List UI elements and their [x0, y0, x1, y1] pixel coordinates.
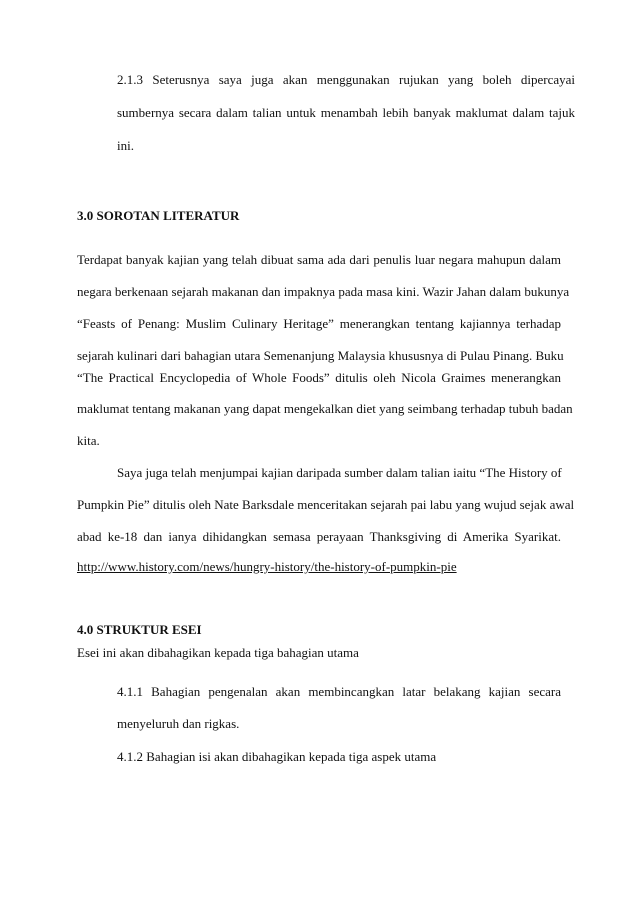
literature-para2-line-2: Pumpkin Pie” ditulis oleh Nate Barksdale menceritakan sejarah pai labu yang wujud sejak awal	[77, 497, 575, 512]
structure-intro: Esei ini akan dibahagikan kepada tiga bahagian utama	[77, 645, 359, 660]
item-411-line-2: menyeluruh dan rigkas.	[117, 716, 240, 731]
literature-para2-line-1: Saya juga telah menjumpai kajian daripada sumber dalam talian iaitu “The History of	[117, 465, 562, 480]
literature-para1-line-3: “Feasts of Penang: Muslim Culinary Heritage” menerangkan tentang kajiannya terhadap	[77, 316, 561, 331]
reference-link-wrapper	[77, 559, 457, 575]
item-412-line: 4.1.2 Bahagian isi akan dibahagikan kepada tiga aspek utama	[117, 749, 437, 764]
section-heading-literature: 3.0 SOROTAN LITERATUR	[77, 208, 240, 223]
section-heading-structure: 4.0 STRUKTUR ESEI	[77, 622, 202, 637]
sec213-line-3: ini.	[117, 138, 134, 153]
sec213-line-2: sumbernya secara dalam talian untuk menambah lebih banyak maklumat dalam tajuk	[117, 105, 575, 120]
literature-para1-line-1: Terdapat banyak kajian yang telah dibuat sama ada dari penulis luar negara mahupun dalam	[77, 252, 561, 267]
literature-para2-line-3: abad ke-18 dan ianya dihidangkan semasa perayaan Thanksgiving di Amerika Syarikat.	[77, 529, 561, 544]
literature-para1-line-2: negara berkenaan sejarah makanan dan impaknya pada masa kini. Wazir Jahan dalam bukunya	[77, 284, 570, 299]
literature-para1-line-6: maklumat tentang makanan yang dapat mengekalkan diet yang seimbang terhadap tubuh badan	[77, 401, 573, 416]
literature-para1-line-4: sejarah kulinari dari bahagian utara Semenanjung Malaysia khususnya di Pulau Pinang. Buku	[77, 348, 564, 363]
item-411-line-1: 4.1.1 Bahagian pengenalan akan membincangkan latar belakang kajian secara	[117, 684, 561, 699]
literature-para1-line-7: kita.	[77, 433, 100, 448]
literature-para1-line-5: “The Practical Encyclopedia of Whole Foods” ditulis oleh Nicola Graimes menerangkan	[77, 370, 561, 385]
pumpkin-pie-history-link[interactable]: http://www.history.com/news/hungry-history/the-history-of-pumpkin-pie	[77, 559, 457, 574]
sec213-line-1: 2.1.3 Seterusnya saya juga akan menggunakan rujukan yang boleh dipercayai	[117, 72, 575, 87]
